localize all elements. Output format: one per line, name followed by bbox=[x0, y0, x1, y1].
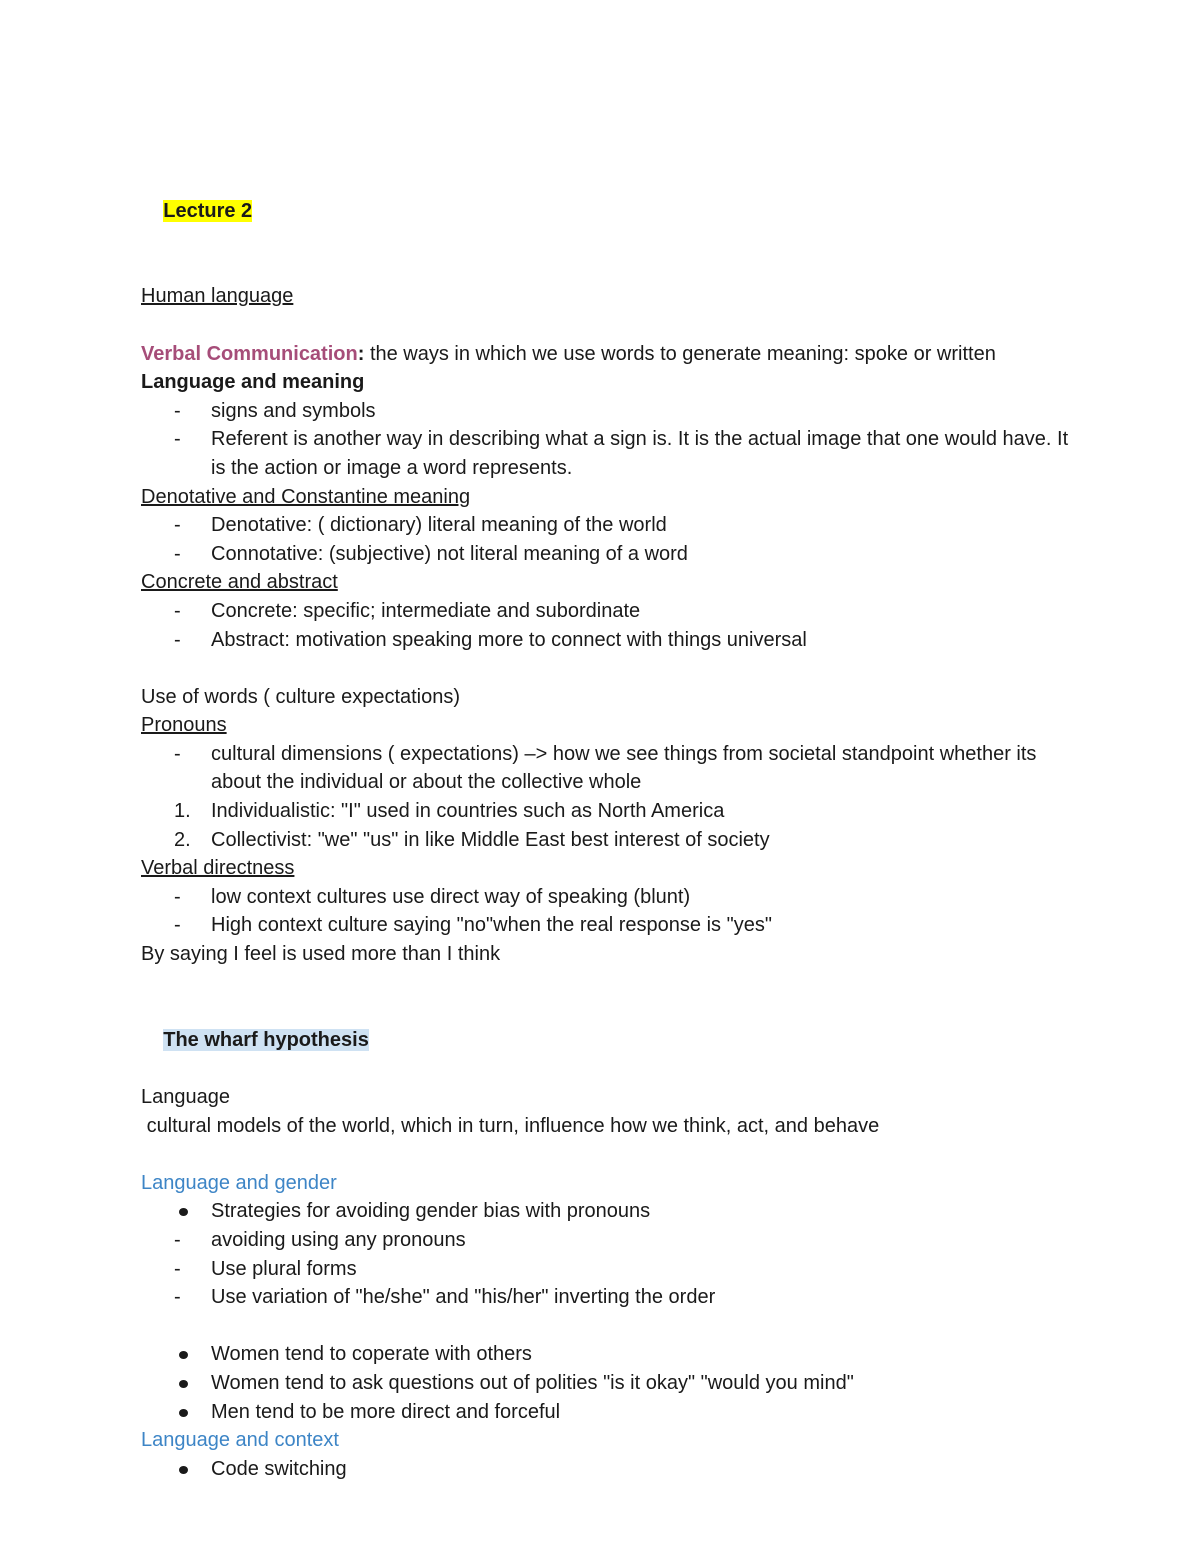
list-item bbox=[141, 511, 1071, 540]
list-item-text: cultural dimensions ( expectations) –> how we see things from societal standpoint whether its about the individual or about the collective whole bbox=[211, 742, 1037, 794]
list-item-text: Women tend to ask questions out of polities "is it okay" "would you mind" bbox=[211, 1371, 854, 1394]
heading-language-meaning: Language and meaning bbox=[141, 371, 365, 394]
list-item-text: Men tend to be more direct and forceful bbox=[211, 1400, 561, 1423]
heading-denotative: Denotative and Constantine meaning bbox=[141, 485, 471, 508]
use-of-words: Use of words ( culture expectations) bbox=[141, 685, 461, 708]
list-item bbox=[141, 626, 1071, 655]
spacer bbox=[141, 654, 1071, 683]
list-item-text: Abstract: motivation speaking more to connect with things universal bbox=[211, 628, 807, 651]
list-item-text: signs and symbols bbox=[211, 399, 376, 422]
list-item bbox=[141, 1197, 1071, 1226]
list-item bbox=[141, 797, 1071, 826]
list-item bbox=[141, 740, 1071, 797]
number-marker: 2. bbox=[174, 828, 191, 851]
dash-marker: - bbox=[174, 428, 181, 451]
verbal-colon: : bbox=[357, 342, 365, 365]
dash-marker: - bbox=[174, 1286, 181, 1309]
bullet-icon bbox=[179, 1466, 188, 1474]
spacer bbox=[141, 1140, 1071, 1169]
heading-language-context: Language and context bbox=[141, 1429, 339, 1452]
heading-wharf-hypothesis: The wharf hypothesis bbox=[163, 1028, 369, 1051]
lecture-title-line bbox=[141, 168, 1071, 254]
spacer bbox=[141, 969, 1071, 998]
list-item bbox=[141, 1226, 1071, 1255]
verbal-communication-paragraph bbox=[141, 340, 1071, 369]
document-page bbox=[141, 168, 1071, 1483]
list-item-text: High context culture saying "no"when the real response is "yes" bbox=[211, 914, 772, 937]
pronouns-list bbox=[141, 740, 1071, 854]
dash-marker: - bbox=[174, 542, 181, 565]
list-item bbox=[141, 883, 1071, 912]
dash-marker: - bbox=[174, 742, 181, 765]
number-marker: 1. bbox=[174, 800, 191, 823]
list-item bbox=[141, 826, 1071, 855]
heading-concrete: Concrete and abstract bbox=[141, 571, 338, 594]
list-item-text: Use variation of "he/she" and "his/her" inverting the order bbox=[211, 1286, 716, 1309]
list-item-text: Referent is another way in describing what a sign is. It is the actual image that one would have. It is the action or image a word represents. bbox=[211, 428, 1069, 479]
concrete-list bbox=[141, 597, 1071, 654]
context-list bbox=[141, 1455, 1071, 1484]
list-item-text: Use plural forms bbox=[211, 1257, 357, 1280]
wharf-line-1: Language bbox=[141, 1086, 230, 1108]
wharf-line-2: cultural models of the world, which in turn, influence how we think, act, and behave bbox=[141, 1114, 880, 1137]
language-meaning-list bbox=[141, 397, 1071, 483]
list-item bbox=[141, 1398, 1071, 1427]
section-human-language: Human language bbox=[141, 285, 294, 308]
list-item bbox=[141, 1369, 1071, 1398]
list-item bbox=[141, 397, 1071, 426]
gender-list bbox=[141, 1197, 1071, 1311]
dash-marker: - bbox=[174, 514, 181, 537]
dash-marker: - bbox=[174, 1228, 181, 1251]
bullet-icon bbox=[179, 1208, 188, 1216]
list-item-text: Individualistic: "I" used in countries such as North America bbox=[211, 800, 725, 823]
heading-pronouns: Pronouns bbox=[141, 714, 227, 737]
list-item bbox=[141, 1340, 1071, 1369]
verbal-communication-definition: the ways in which we use words to generate meaning: spoke or written bbox=[364, 342, 996, 365]
list-item-text: low context cultures use direct way of speaking (blunt) bbox=[211, 885, 691, 908]
list-item-text: Collectivist: "we" "us" in like Middle East best interest of society bbox=[211, 828, 770, 851]
list-item bbox=[141, 1455, 1071, 1484]
verbal-communication-term: Verbal Communication bbox=[141, 342, 358, 365]
list-item bbox=[141, 1255, 1071, 1284]
dash-marker: - bbox=[174, 914, 181, 937]
dash-marker: - bbox=[174, 599, 181, 622]
list-item-text: Connotative: (subjective) not literal meaning of a word bbox=[211, 542, 688, 565]
lecture-title: Lecture 2 bbox=[163, 199, 253, 222]
list-item bbox=[141, 597, 1071, 626]
denotative-list bbox=[141, 511, 1071, 568]
list-item bbox=[141, 425, 1071, 482]
list-item-text: Concrete: specific; intermediate and subordinate bbox=[211, 599, 641, 622]
wharf-heading-line bbox=[141, 997, 1071, 1083]
heading-verbal-directness: Verbal directness bbox=[141, 857, 295, 880]
list-item-text: Women tend to coperate with others bbox=[211, 1343, 532, 1366]
list-item-text: avoiding using any pronouns bbox=[211, 1228, 466, 1251]
bullet-icon bbox=[179, 1380, 188, 1388]
list-item-text: Code switching bbox=[211, 1457, 347, 1480]
dash-marker: - bbox=[174, 885, 181, 908]
bullet-icon bbox=[179, 1409, 188, 1417]
list-item-text: Denotative: ( dictionary) literal meaning of the world bbox=[211, 514, 667, 537]
list-item bbox=[141, 1283, 1071, 1312]
dash-marker: - bbox=[174, 399, 181, 422]
spacer bbox=[141, 311, 1071, 340]
directness-list bbox=[141, 883, 1071, 940]
spacer bbox=[141, 254, 1071, 283]
dash-marker: - bbox=[174, 1257, 181, 1280]
list-item bbox=[141, 540, 1071, 569]
dash-marker: - bbox=[174, 628, 181, 651]
bullet-icon bbox=[179, 1351, 188, 1359]
list-item-text: Strategies for avoiding gender bias with pronouns bbox=[211, 1200, 651, 1223]
list-item bbox=[141, 911, 1071, 940]
heading-language-gender: Language and gender bbox=[141, 1171, 337, 1194]
spacer bbox=[141, 1312, 1071, 1341]
directness-note: By saying I feel is used more than I think bbox=[141, 943, 501, 966]
gender-bullets bbox=[141, 1340, 1071, 1426]
